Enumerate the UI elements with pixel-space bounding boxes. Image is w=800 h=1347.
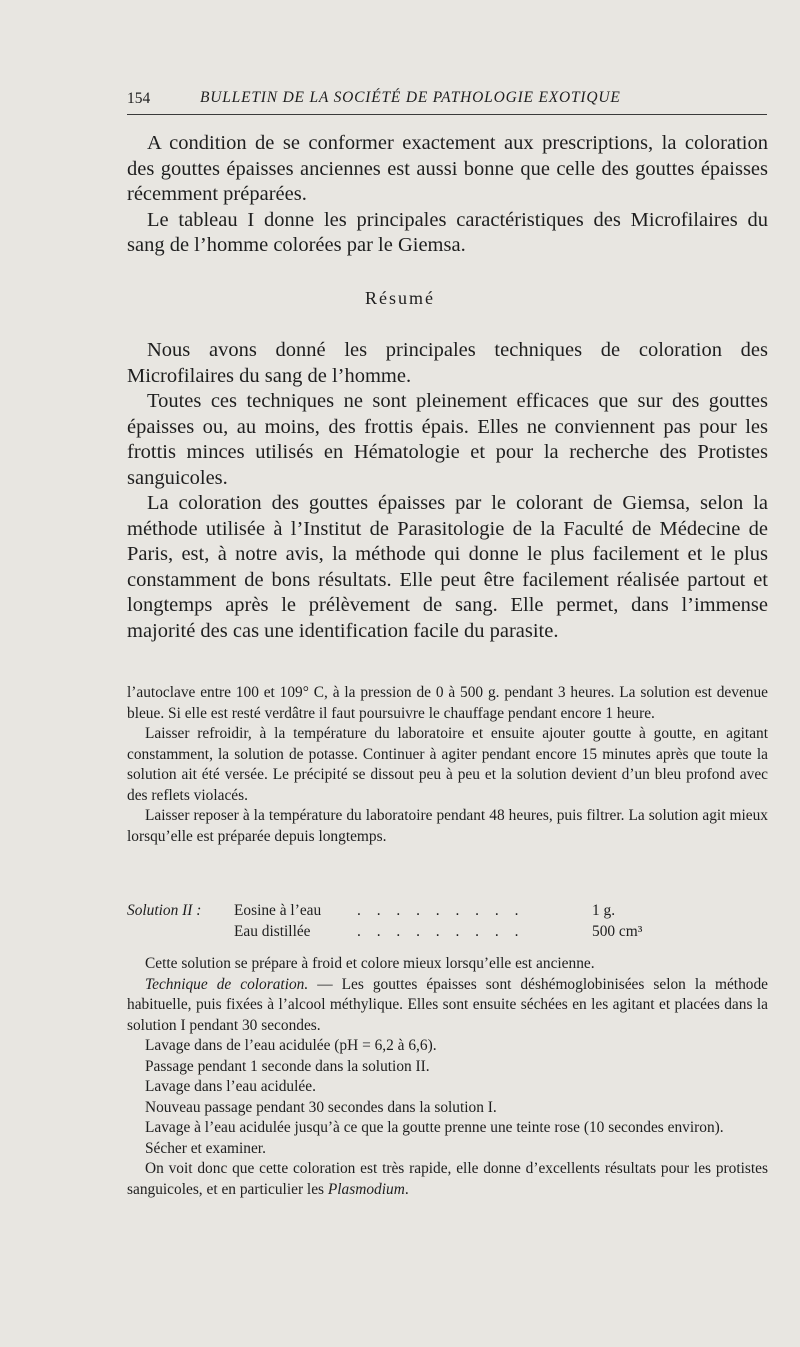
step-6: Sécher et examiner. [145, 1139, 266, 1157]
page-header [127, 89, 767, 111]
technique-section [127, 954, 768, 1200]
step-1: Lavage dans de l’eau acidulée (pH = 6,2 à 6,6). [145, 1037, 437, 1054]
recipe-row [127, 900, 768, 921]
note-paragraph-2: Laisser refroidir, à la température du laboratoire et ensuite ajouter goutte à goutte, en agitant constamment, la solution de potasse. Continuer à agiter pendant encore 15 minutes après que toute la solution ait été versée. Le précipité se dissout peu à peu et la solution devient d’un bleu profond avec des reflets violacés. [127, 725, 768, 804]
solution-2-recipe [127, 900, 768, 942]
technique-intro: Cette solution se prépare à froid et colore mieux lorsqu’elle est ancienne. [145, 955, 595, 972]
technique-paragraph [127, 975, 768, 1037]
recipe-quantity: 500 cm³ [592, 923, 643, 940]
technique-text: — Les gouttes épaisses sont déshémoglobinisées selon la méthode habituelle, puis fixées à l’alcool méthylique. Elles sont ensuite séchées en les agitant et placées dans la solution I pendant 30 secondes. [127, 975, 768, 1034]
resume-heading [0, 288, 800, 309]
recipe-row [127, 921, 768, 942]
resume-paragraph-1: Nous avons donné les principales techniques de coloration des Microfilaires du sang de l’homme. [127, 339, 768, 387]
conclusion-text: On voit donc que cette coloration est très rapide, elle donne d’excellents résultats pour les protistes sanguicoles, et en particulier les [127, 1160, 768, 1198]
intro-paragraph-2: Le tableau I donne les principales caractéristiques des Microfilaires du sang de l’homme colorées par le Giemsa. [127, 208, 768, 256]
step-2: Passage pendant 1 seconde dans la solution II. [145, 1057, 430, 1075]
solution-label: Solution II : [127, 902, 202, 919]
leader-dots: . . . . . . . . . [357, 923, 525, 940]
step-4: Nouveau passage pendant 30 secondes dans la solution I. [145, 1098, 497, 1116]
conclusion-paragraph [127, 1159, 768, 1200]
resume-paragraph-2: Toutes ces techniques ne sont pleinement efficaces que sur des gouttes épaisses ou, au moins, des frottis épais. Elles ne conviennent pas pour les frottis minces utilisés en Hématologie et pour la recherche des Protistes sanguicoles. [127, 390, 768, 489]
recipe-ingredient: Eosine à l’eau [234, 902, 322, 919]
technique-label: Technique de coloration. [145, 975, 309, 993]
header-rule [127, 114, 767, 115]
recipe-ingredient: Eau distillée [234, 923, 311, 940]
notes-section [127, 683, 768, 847]
conclusion-end: . [404, 1180, 409, 1198]
intro-section [127, 131, 768, 259]
running-head: BULLETIN DE LA SOCIÉTÉ DE PATHOLOGIE EXOTIQUE [200, 89, 621, 106]
recipe-quantity: 1 g. [592, 902, 616, 919]
plasmodium-term: Plasmodium [327, 1180, 405, 1198]
page-number: 154 [127, 90, 151, 107]
note-paragraph-3: Laisser reposer à la température du laboratoire pendant 48 heures, puis filtrer. La solution agit mieux lorsqu’elle est préparée depuis longtemps. [127, 807, 768, 845]
leader-dots: . . . . . . . . . [357, 902, 525, 919]
note-paragraph-1: l’autoclave entre 100 et 109° C, à la pression de 0 à 500 g. pendant 3 heures. La solution est devenue bleue. Si elle est resté verdâtre il faut poursuivre le chauffage pendant encore 1 heure. [127, 684, 768, 722]
step-3: Lavage dans l’eau acidulée. [145, 1078, 316, 1095]
resume-title: Résumé [365, 288, 435, 308]
resume-paragraph-3: La coloration des gouttes épaisses par le colorant de Giemsa, selon la méthode utilisée à l’Institut de Parasitologie de la Faculté de Médecine de Paris, est, à notre avis, la méthode qui donne le plus facilement et le plus constamment de bons résultats. Elle peut être facilement réalisée partout et longtemps après le prélèvement de sang. Elle permet, dans l’immense majorité des cas une identification facile du parasite. [127, 492, 768, 642]
resume-section [127, 338, 768, 644]
step-5: Lavage à l’eau acidulée jusqu’à ce que la goutte prenne une teinte rose (10 secondes environ). [145, 1119, 724, 1136]
intro-paragraph-1: A condition de se conformer exactement aux prescriptions, la coloration des gouttes épaisses anciennes est aussi bonne que celle des gouttes épaisses récemment préparées. [127, 132, 768, 205]
